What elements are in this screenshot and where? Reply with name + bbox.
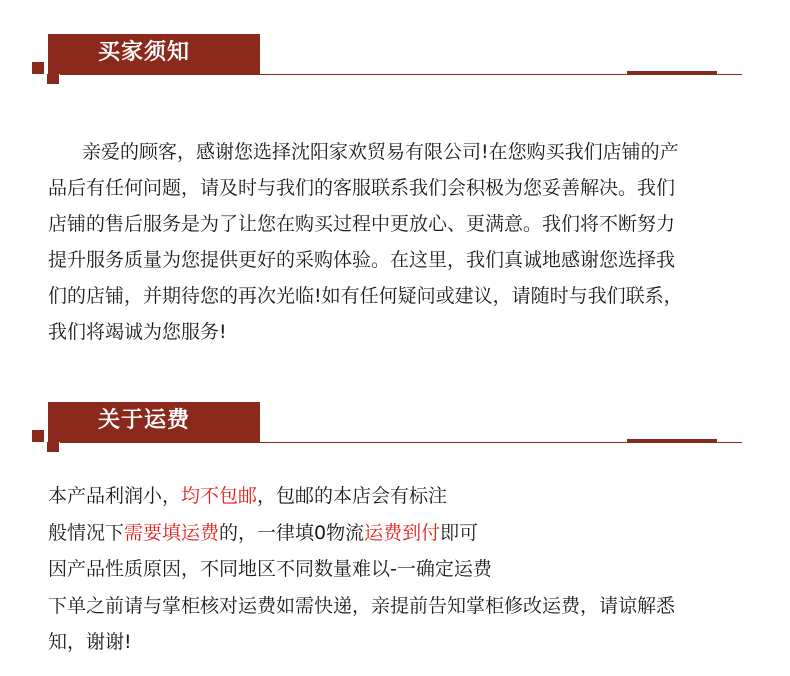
decor-square bbox=[32, 430, 44, 442]
header-accent-bar bbox=[627, 439, 717, 443]
highlight-text: 均不包邮 bbox=[181, 485, 258, 507]
highlight-text: 运费到付 bbox=[364, 521, 441, 544]
paragraph-line: 亲爱的顾客，感谢您选择沈阳家欢贸易有限公司!在您购买我们店铺的产 bbox=[82, 141, 679, 163]
buyer-notice-paragraph bbox=[48, 134, 748, 350]
header-accent-bar bbox=[627, 71, 717, 75]
section-header-shipping bbox=[0, 402, 790, 452]
shipping-line bbox=[48, 478, 748, 515]
text: 即可 bbox=[440, 521, 479, 544]
section-title: 买家须知 bbox=[98, 40, 191, 65]
text: ，包邮的本店会有标注 bbox=[257, 485, 448, 507]
paragraph-line: 我们将竭诚为您服务! bbox=[48, 321, 227, 343]
shipping-notes bbox=[48, 478, 748, 661]
text: 下单之前请与掌柜核对运费如需快递，亲提前告知掌柜修改运费，请谅解悉 bbox=[48, 594, 676, 617]
paragraph-line: 店铺的售后服务是为了让您在购买过程中更放心、更满意。我们将不断努力 bbox=[48, 213, 676, 235]
text: 本产品利润小， bbox=[48, 485, 182, 507]
text: 因产品性质原因，不同地区不同数量难以-一确定运费 bbox=[48, 558, 492, 580]
highlight-text: 需要填运费 bbox=[124, 521, 220, 544]
text: 般情况下 bbox=[48, 521, 125, 544]
text: 知，谢谢! bbox=[48, 631, 132, 653]
section-header-buyer-notice bbox=[0, 34, 790, 84]
decor-square bbox=[47, 442, 59, 452]
paragraph-line: 提升服务质量为您提供更好的采购体验。在这里，我们真诚地感谢您选择我 bbox=[48, 249, 676, 271]
decor-square bbox=[47, 74, 59, 84]
text: 的，一律填0物流 bbox=[219, 521, 365, 544]
paragraph-line: 品后有任何问题，请及时与我们的客服联系我们会积极为您妥善解决。我们 bbox=[48, 177, 676, 199]
section-title: 关于运费 bbox=[98, 408, 191, 433]
decor-square bbox=[32, 62, 44, 74]
shipping-line bbox=[48, 515, 748, 552]
shipping-line bbox=[48, 624, 748, 661]
shipping-line bbox=[48, 551, 748, 588]
paragraph-line: 们的店铺，并期待您的再次光临!如有任何疑问或建议，请随时与我们联系， bbox=[48, 285, 683, 307]
shipping-line bbox=[48, 588, 748, 625]
